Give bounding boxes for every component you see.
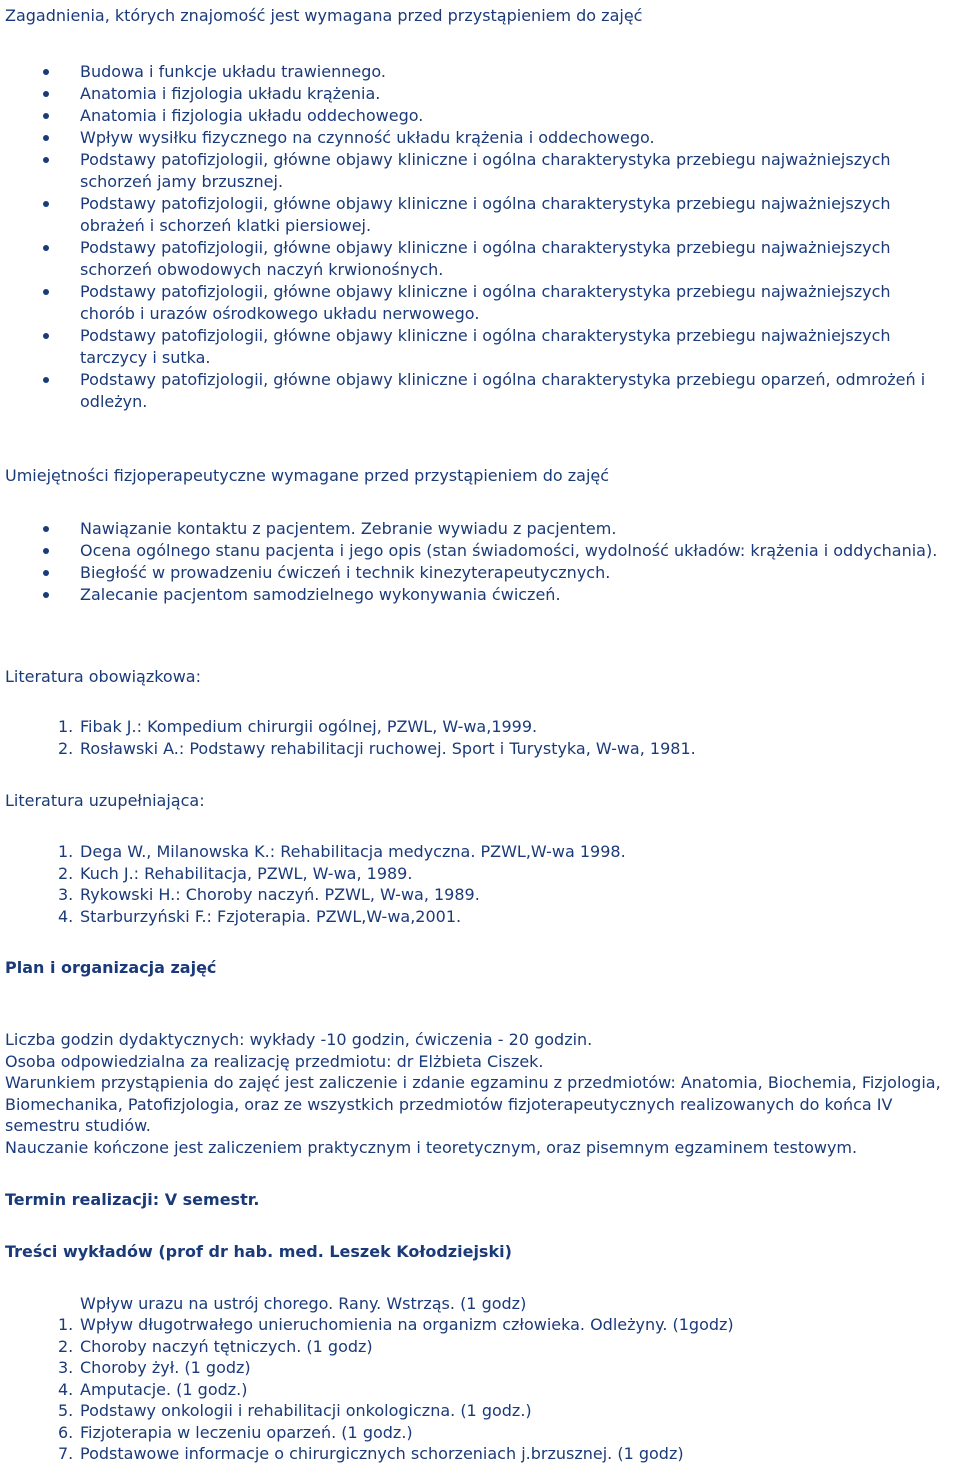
list-item: Anatomia i fizjologia układu oddechowego. bbox=[0, 105, 945, 127]
item-text: Fibak J.: Kompedium chirurgii ogólnej, PZWL, W-wa,1999. bbox=[80, 717, 538, 736]
item-text: Podstawowe informacje o chirurgicznych schorzeniach j.brzusznej. (1 godz) bbox=[80, 1444, 684, 1463]
item-text: Fizjoterapia w leczeniu oparzeń. (1 godz.) bbox=[80, 1422, 413, 1442]
supplementary-literature-list bbox=[0, 841, 626, 927]
list-item bbox=[0, 1443, 734, 1465]
item-number: 5. bbox=[58, 1401, 74, 1420]
plan-paragraph: Osoba odpowiedzialna za realizację przedmiotu: dr Elżbieta Ciszek. bbox=[5, 1051, 544, 1071]
skills-list bbox=[0, 518, 945, 606]
list-item: Ocena ogólnego stanu pacjenta i jego opis (stan świadomości, wydolność układów: krążenia i oddychania). bbox=[0, 540, 945, 562]
list-item bbox=[0, 1336, 734, 1358]
list-item: Anatomia i fizjologia układu krążenia. bbox=[0, 83, 945, 105]
lectures-intro: Wpływ urazu na ustrój chorego. Rany. Wstrząs. (1 godz) bbox=[80, 1294, 527, 1313]
list-item: Nawiązanie kontaktu z pacjentem. Zebranie wywiadu z pacjentem. bbox=[0, 518, 945, 540]
item-number: 2. bbox=[58, 863, 74, 883]
list-item bbox=[0, 884, 626, 906]
list-item bbox=[0, 863, 626, 885]
item-text: Podstawy onkologii i rehabilitacji onkologiczna. (1 godz.) bbox=[80, 1401, 532, 1420]
plan-paragraph: Nauczanie kończone jest zaliczeniem praktycznym i teoretycznym, oraz pisemnym egzaminem testowym. bbox=[5, 1137, 858, 1157]
item-text: Rosławski A.: Podstawy rehabilitacji ruchowej. Sport i Turystyka, W-wa, 1981. bbox=[80, 738, 696, 758]
item-number: 2. bbox=[58, 1336, 74, 1356]
required-literature-list bbox=[0, 716, 696, 759]
list-item bbox=[0, 1379, 734, 1401]
list-item bbox=[0, 841, 626, 863]
item-number: 1. bbox=[58, 717, 74, 736]
item-number: 4. bbox=[58, 906, 74, 926]
item-text: Starburzyński F.: Fzjoterapia. PZWL,W-wa,2001. bbox=[80, 906, 462, 926]
list-item: Podstawy patofizjologii, główne objawy kliniczne i ogólna charakterystyka przebiegu najważniejszych chorób i urazów ośrodkowego układu nerwowego. bbox=[0, 281, 945, 325]
list-item bbox=[0, 1357, 734, 1379]
prerequisites-list bbox=[0, 61, 945, 413]
list-item: Budowa i funkcje układu trawiennego. bbox=[0, 61, 945, 83]
list-item bbox=[0, 1400, 734, 1422]
list-item: Podstawy patofizjologii, główne objawy kliniczne i ogólna charakterystyka przebiegu najważniejszych schorzeń jamy brzusznej. bbox=[0, 149, 945, 193]
skills-heading: Umiejętności fizjoperapeutyczne wymagane przed przystąpieniem do zajęć bbox=[5, 466, 610, 485]
item-text: Rykowski H.: Choroby naczyń. PZWL, W-wa, 1989. bbox=[80, 885, 480, 904]
list-item: Podstawy patofizjologii, główne objawy kliniczne i ogólna charakterystyka przebiegu najważniejszych tarczycy i sutka. bbox=[0, 325, 945, 369]
lectures-list bbox=[0, 1314, 734, 1465]
item-number: 1. bbox=[58, 842, 74, 861]
plan-paragraph: Liczba godzin dydaktycznych: wykłady -10 godzin, ćwiczenia - 20 godzin. bbox=[5, 1030, 593, 1049]
list-item: Podstawy patofizjologii, główne objawy kliniczne i ogólna charakterystyka przebiegu najważniejszych obrażeń i schorzeń klatki piersiowej. bbox=[0, 193, 945, 237]
list-item bbox=[0, 1314, 734, 1336]
item-text: Choroby naczyń tętniczych. (1 godz) bbox=[80, 1336, 373, 1356]
lectures-heading: Treści wykładów (prof dr hab. med. Leszek Kołodziejski) bbox=[5, 1242, 512, 1261]
list-item: Podstawy patofizjologii, główne objawy kliniczne i ogólna charakterystyka przebiegu najważniejszych schorzeń obwodowych naczyń krwionośnych. bbox=[0, 237, 945, 281]
list-item: Biegłość w prowadzeniu ćwiczeń i technik kinezyterapeutycznych. bbox=[0, 562, 945, 584]
item-number: 2. bbox=[58, 738, 74, 758]
item-text: Dega W., Milanowska K.: Rehabilitacja medyczna. PZWL,W-wa 1998. bbox=[80, 842, 626, 861]
item-text: Amputacje. (1 godz.) bbox=[80, 1379, 248, 1399]
required-literature-heading: Literatura obowiązkowa: bbox=[5, 667, 201, 686]
item-number: 3. bbox=[58, 1358, 74, 1377]
list-item: Podstawy patofizjologii, główne objawy kliniczne i ogólna charakterystyka przebiegu oparzeń, odmrożeń i odleżyn. bbox=[0, 369, 945, 413]
item-number: 6. bbox=[58, 1422, 74, 1442]
item-text: Kuch J.: Rehabilitacja, PZWL, W-wa, 1989. bbox=[80, 863, 413, 883]
plan-paragraphs bbox=[5, 1029, 957, 1158]
item-number: 3. bbox=[58, 885, 74, 904]
term-heading: Termin realizacji: V semestr. bbox=[5, 1190, 260, 1209]
plan-paragraph: Warunkiem przystąpienia do zajęć jest zaliczenie i zdanie egzaminu z przedmiotów: Anatomia, Biochemia, Fizjologia, Biomechanika, Patofizjologia, oraz ze wszystkich przedmiotów fizjoterapeutycznych realizowanych do końca IV semestru studiów. bbox=[5, 1073, 941, 1135]
plan-heading: Plan i organizacja zajęć bbox=[5, 958, 217, 977]
prerequisites-heading: Zagadnienia, których znajomość jest wymagana przed przystąpieniem do zajęć bbox=[5, 6, 643, 25]
list-item bbox=[0, 906, 626, 928]
list-item: Zalecanie pacjentom samodzielnego wykonywania ćwiczeń. bbox=[0, 584, 945, 606]
list-item bbox=[0, 716, 696, 738]
supplementary-literature-heading: Literatura uzupełniająca: bbox=[5, 791, 205, 810]
list-item bbox=[0, 1422, 734, 1444]
item-number: 4. bbox=[58, 1379, 74, 1399]
item-number: 1. bbox=[58, 1315, 74, 1334]
item-number: 7. bbox=[58, 1444, 74, 1463]
list-item bbox=[0, 738, 696, 760]
list-item: Wpływ wysiłku fizycznego na czynność układu krążenia i oddechowego. bbox=[0, 127, 945, 149]
item-text: Wpływ długotrwałego unieruchomienia na organizm człowieka. Odleżyny. (1godz) bbox=[80, 1315, 734, 1334]
item-text: Choroby żył. (1 godz) bbox=[80, 1358, 251, 1377]
